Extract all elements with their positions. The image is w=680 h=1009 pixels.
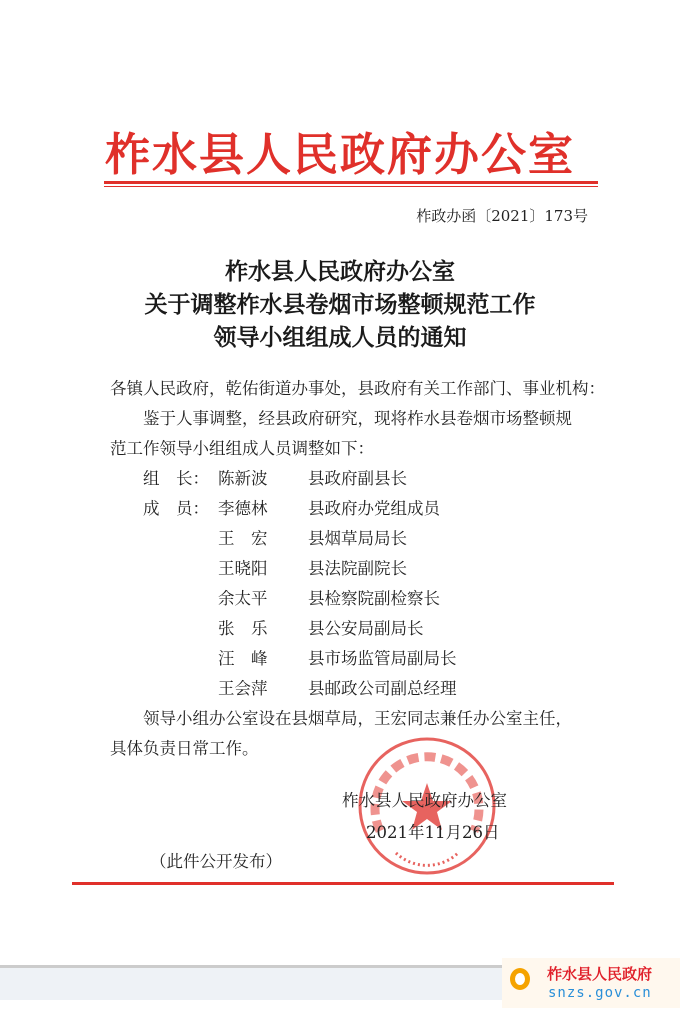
masthead: 柞水县人民政府办公室: [104, 128, 575, 181]
title-line: 柞水县人民政府办公室: [225, 258, 455, 285]
member-title: 县法院副院长: [308, 559, 407, 578]
body-paragraph: 范工作领导小组组成人员调整如下：: [110, 439, 374, 458]
members-label: 成 员：: [143, 499, 209, 518]
member-title: 县公安局副局长: [308, 619, 424, 638]
member-name: 王会萍: [218, 679, 268, 698]
member-title: 县邮政公司副总经理: [308, 679, 457, 698]
member-name: 陈新波: [218, 469, 268, 488]
red-divider-thin: [104, 186, 598, 187]
body-paragraph: 具体负责日常工作。: [110, 739, 259, 758]
sun-logo-icon: [510, 968, 530, 990]
release-note: （此件公开发布）: [150, 852, 282, 871]
member-title: 县政府办党组成员: [308, 499, 440, 518]
body-paragraph: 领导小组办公室设在县烟草局，王宏同志兼任办公室主任，: [143, 709, 572, 728]
site-name: 柞水县人民政府: [547, 965, 653, 983]
title-line: 关于调整柞水县卷烟市场整顿规范工作: [144, 291, 536, 318]
leader-label: 组 长：: [143, 469, 209, 488]
title-line: 领导小组组成人员的通知: [213, 324, 467, 351]
member-title: 县检察院副检察长: [308, 589, 440, 608]
body-paragraph: 鉴于人事调整，经县政府研究，现将柞水县卷烟市场整顿规: [143, 409, 572, 428]
site-logo[interactable]: [502, 958, 680, 1008]
signature: 柞水县人民政府办公室: [342, 791, 507, 810]
member-name: 王晓阳: [218, 559, 268, 578]
site-url: snzs.gov.cn: [548, 985, 652, 1001]
member-name: 汪 峰: [218, 649, 268, 668]
member-name: 王 宏: [218, 529, 268, 548]
red-divider: [104, 181, 598, 184]
red-divider-bottom: [72, 882, 614, 885]
member-name: 余太平: [218, 589, 268, 608]
addressee: 各镇人民政府，乾佑街道办事处，县政府有关工作部门、事业机构：: [110, 379, 605, 398]
document-number: 柞政办函〔2021〕173号: [416, 207, 588, 225]
member-name: 张 乐: [218, 619, 268, 638]
member-title: 县烟草局局长: [308, 529, 407, 548]
member-title: 县市场监管局副局长: [308, 649, 457, 668]
member-name: 李德林: [218, 499, 268, 518]
member-title: 县政府副县长: [308, 469, 407, 488]
issue-date: 2021年11月26日: [366, 823, 500, 842]
